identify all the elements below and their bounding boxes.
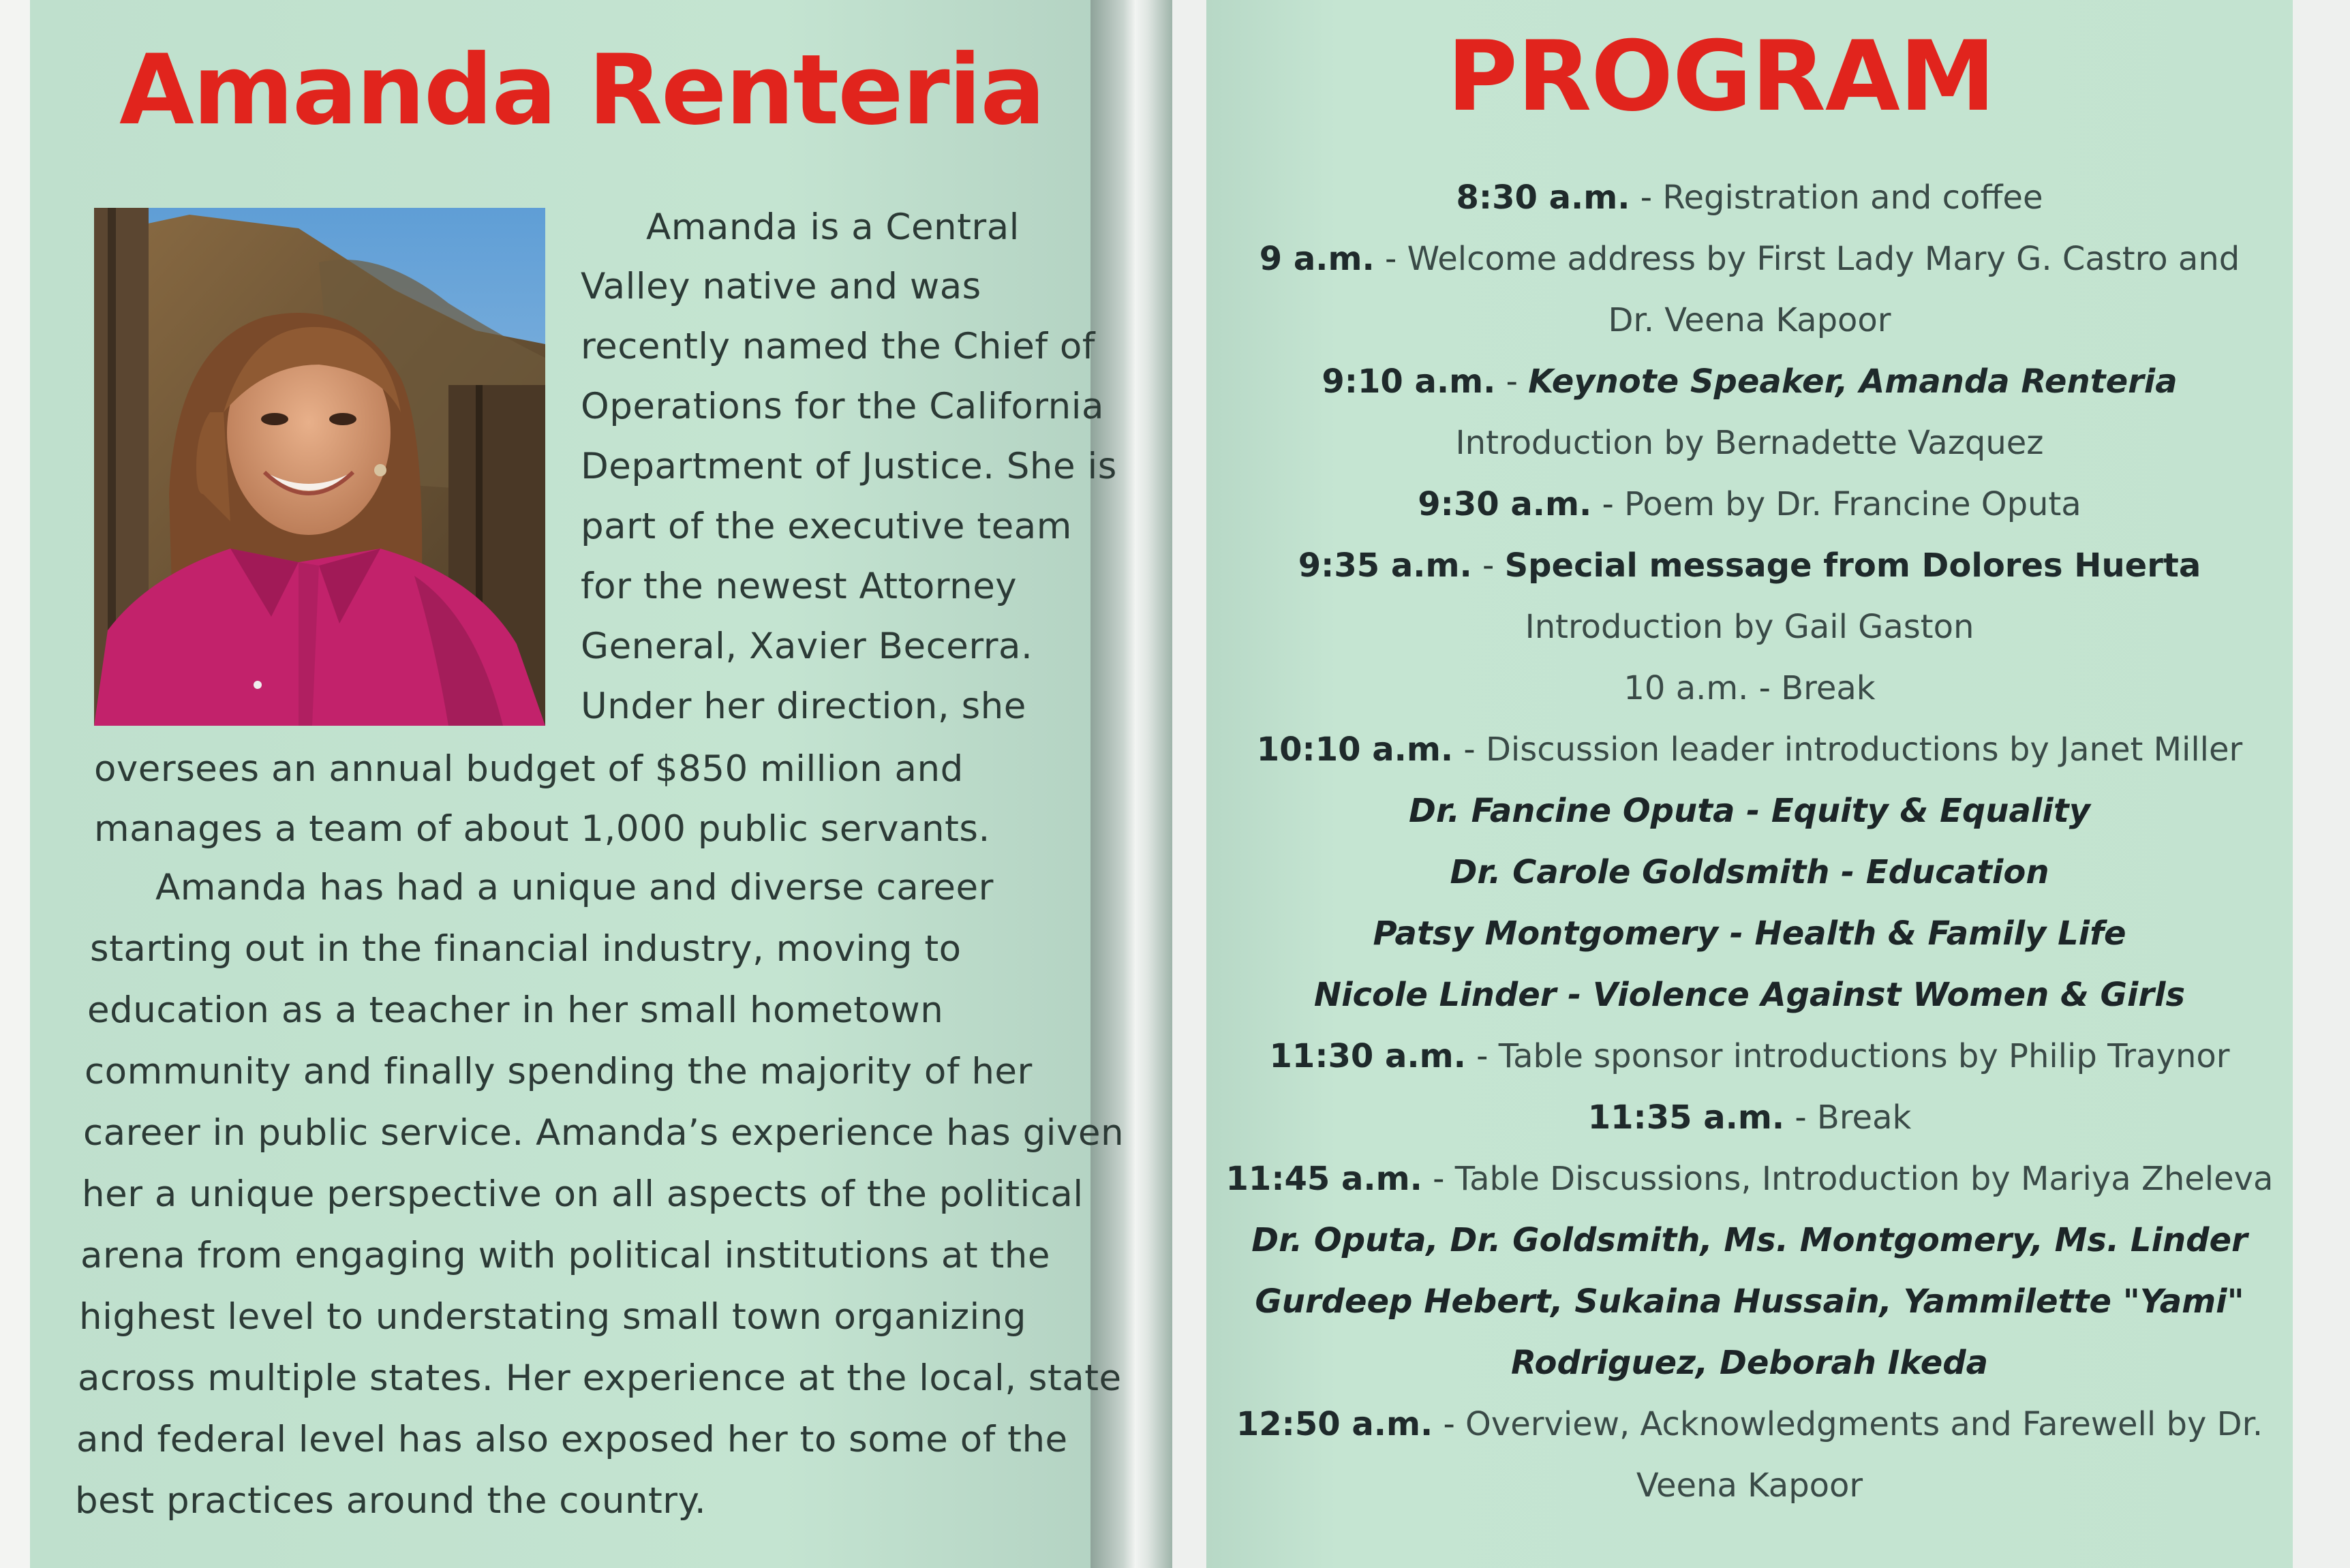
schedule-time: 11:45 a.m. — [1225, 1160, 1422, 1198]
schedule-row — [1206, 363, 2293, 401]
schedule-text: Gurdeep Hebert, Sukaina Hussain, Yammilette "Yami" — [1255, 1282, 2244, 1321]
schedule-row — [1206, 1037, 2293, 1075]
bio-line: Department of Justice. She is — [581, 446, 1117, 487]
bio-line: manages a team of about 1,000 public servants. — [94, 808, 990, 850]
schedule-text: Introduction by Bernadette Vazquez — [1455, 424, 2044, 462]
schedule-text: Break — [1781, 669, 1876, 707]
schedule-text: Discussion leader introductions by Janet Miller — [1485, 731, 2243, 769]
bio-line: Amanda is a Central — [646, 206, 1020, 248]
speaker-portrait — [94, 208, 545, 726]
bio-line: recently named the Chief of — [581, 326, 1095, 367]
schedule-row — [1206, 1160, 2293, 1198]
schedule-time: 9:10 a.m. — [1322, 363, 1496, 401]
bio-title: Amanda Renteria — [119, 34, 1045, 147]
schedule-time: 10:10 a.m. — [1256, 731, 1454, 769]
schedule-row — [1206, 301, 2293, 339]
schedule-separator: - — [1630, 179, 1663, 217]
booklet-fold — [1090, 0, 1172, 1568]
schedule-row — [1206, 1221, 2293, 1259]
schedule-separator: - — [1422, 1160, 1455, 1198]
schedule-text: Nicole Linder - Violence Against Women & Girls — [1313, 976, 2186, 1014]
schedule-text: Dr. Fancine Oputa - Equity & Equality — [1409, 792, 2090, 830]
bio-line: education as a teacher in her small hometown — [87, 989, 944, 1031]
schedule-time: 11:35 a.m. — [1587, 1098, 1785, 1137]
schedule-text: Patsy Montgomery - Health & Family Life — [1373, 914, 2126, 953]
bio-line: arena from engaging with political institutions at the — [80, 1235, 1050, 1276]
schedule-row — [1206, 1466, 2293, 1505]
schedule-row — [1206, 1344, 2293, 1382]
schedule-row — [1206, 731, 2293, 769]
schedule-separator: - — [1748, 669, 1782, 707]
program-title: PROGRAM — [1446, 20, 1996, 133]
schedule-time: 9 a.m. — [1259, 240, 1375, 278]
schedule-time: 8:30 a.m. — [1456, 179, 1630, 217]
schedule-text: Veena Kapoor — [1636, 1466, 1863, 1505]
schedule-time: 9:30 a.m. — [1418, 485, 1592, 523]
schedule-separator: - — [1433, 1405, 1466, 1443]
schedule-row — [1206, 608, 2293, 646]
schedule-row — [1206, 1098, 2293, 1137]
bio-line: starting out in the financial industry, moving to — [90, 928, 962, 970]
portrait-photo — [94, 208, 545, 726]
schedule-time: 10 a.m. — [1623, 669, 1749, 707]
schedule-separator: - — [1374, 240, 1407, 278]
schedule-row — [1206, 976, 2293, 1014]
bio-line: across multiple states. Her experience at the local, state — [78, 1357, 1122, 1399]
schedule-row — [1206, 669, 2293, 707]
schedule-text: Rodriguez, Deborah Ikeda — [1510, 1344, 1989, 1382]
schedule-text: Poem by Dr. Francine Oputa — [1624, 485, 2081, 523]
schedule-time: 9:35 a.m. — [1298, 547, 1472, 585]
schedule-text: Overview, Acknowledgments and Farewell by Dr. — [1465, 1405, 2263, 1443]
schedule-row — [1206, 914, 2293, 953]
bio-line: Under her direction, she — [581, 686, 1026, 727]
schedule-separator: - — [1784, 1098, 1817, 1137]
bio-line: best practices around the country. — [75, 1480, 707, 1522]
bio-line: Operations for the California — [581, 386, 1104, 427]
schedule-text: Registration and coffee — [1662, 179, 2043, 217]
bio-line: career in public service. Amanda’s experience has given — [83, 1112, 1125, 1154]
schedule-text: Dr. Oputa, Dr. Goldsmith, Ms. Montgomery, Ms. Linder — [1251, 1221, 2248, 1259]
schedule-separator: - — [1471, 547, 1505, 585]
schedule-row — [1206, 485, 2293, 523]
schedule-text: Dr. Veena Kapoor — [1608, 301, 1891, 339]
bio-line: Valley native and was — [581, 266, 981, 307]
bio-line: Amanda has had a unique and diverse career — [155, 867, 994, 908]
schedule-text: Keynote Speaker, Amanda Renteria — [1528, 363, 2178, 401]
schedule-row — [1206, 1405, 2293, 1443]
schedule-row — [1206, 547, 2293, 585]
schedule-row — [1206, 792, 2293, 830]
schedule-separator: - — [1495, 363, 1529, 401]
schedule-text: Welcome address by First Lady Mary G. Castro and — [1407, 240, 2240, 278]
schedule-separator: - — [1591, 485, 1625, 523]
schedule-text: Dr. Carole Goldsmith - Education — [1450, 853, 2049, 891]
schedule-text: Table sponsor introductions by Philip Traynor — [1498, 1037, 2230, 1075]
schedule-separator: - — [1453, 731, 1486, 769]
schedule-text: Break — [1816, 1098, 1912, 1137]
schedule-row — [1206, 240, 2293, 278]
schedule-row — [1206, 853, 2293, 891]
bio-line: General, Xavier Becerra. — [581, 626, 1033, 667]
schedule-text: Table Discussions, Introduction by Mariya Zheleva — [1454, 1160, 2274, 1198]
bio-line: and federal level has also exposed her to some of the — [76, 1419, 1068, 1460]
schedule-text: Introduction by Gail Gaston — [1525, 608, 1974, 646]
schedule-row — [1206, 179, 2293, 217]
bio-line: for the newest Attorney — [581, 566, 1018, 607]
schedule-row — [1206, 424, 2293, 462]
bio-line: part of the executive team — [581, 506, 1072, 547]
schedule-time: 11:30 a.m. — [1269, 1037, 1466, 1075]
bio-line: community and finally spending the majority of her — [85, 1051, 1033, 1092]
bio-line: oversees an annual budget of $850 million and — [94, 748, 964, 790]
bio-line: highest level to understating small town organizing — [79, 1296, 1027, 1338]
program-page — [1206, 0, 2293, 1568]
schedule-separator: - — [1465, 1037, 1499, 1075]
bio-line: her a unique perspective on all aspects of the political — [82, 1173, 1084, 1215]
schedule-time: 12:50 a.m. — [1236, 1405, 1433, 1443]
schedule-row — [1206, 1282, 2293, 1321]
schedule-text: Special message from Dolores Huerta — [1504, 547, 2201, 585]
